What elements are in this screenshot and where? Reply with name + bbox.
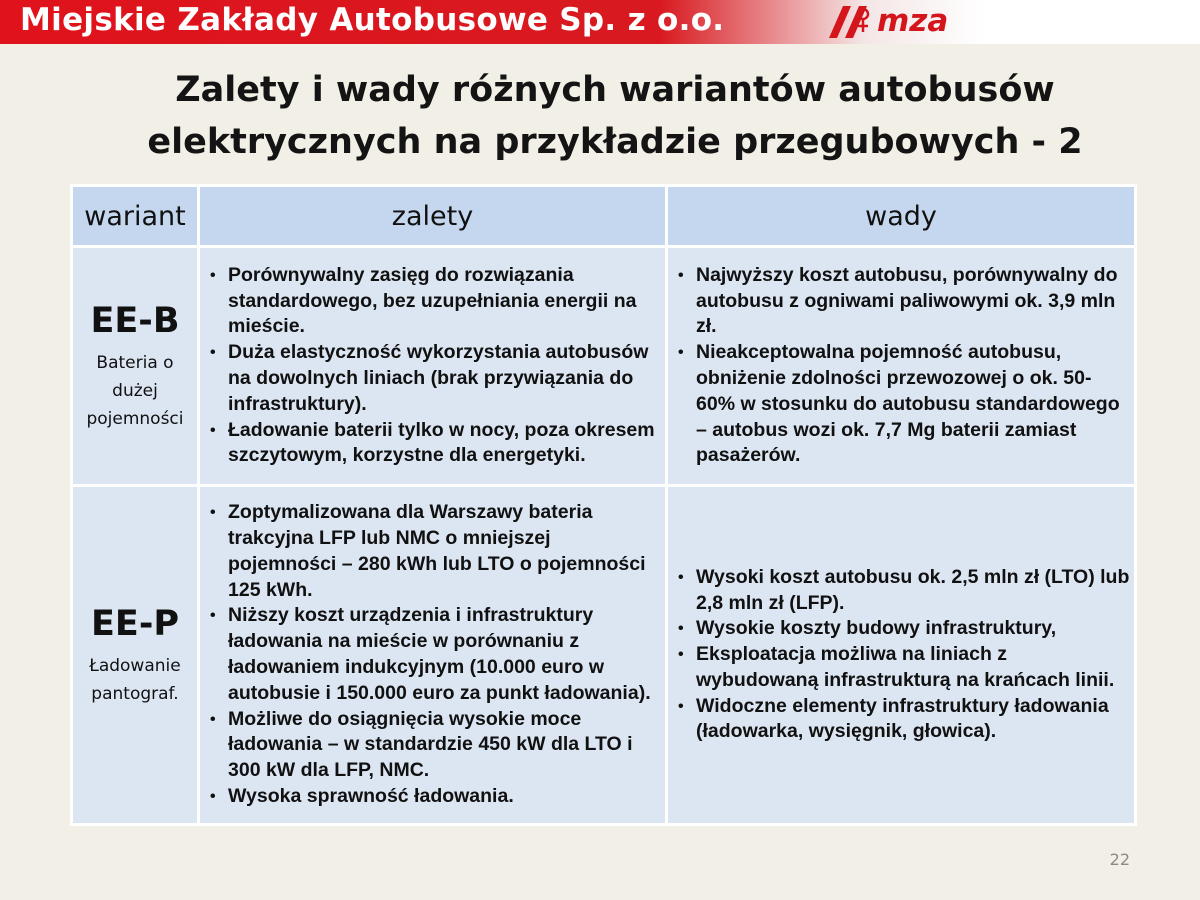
- header-variant: wariant: [73, 187, 197, 245]
- pros-list: [200, 500, 665, 810]
- cons-cell-ee-p: [668, 487, 1134, 823]
- list-item: [210, 707, 661, 784]
- list-item: [210, 418, 661, 470]
- cons-cell-ee-b: [668, 248, 1134, 484]
- con-text: Widoczne elementy infrastruktury ładowania (ładowarka, wysięgnik, głowica).: [696, 694, 1109, 743]
- table-row-ee-b: [73, 248, 1134, 484]
- pro-text: Wysoka sprawność ładowania.: [228, 784, 514, 807]
- bullet-icon: •: [678, 568, 684, 586]
- variant-description: Ładowanie pantograf.: [89, 656, 181, 704]
- bullet-icon: •: [678, 646, 684, 664]
- con-text: Nieakceptowalna pojemność autobusu, obniżenie zdolności przewozowej o ok. 50-60% w stosunku do autobusu standardowego – autobus wozi ok. 7,7 Mg baterii zamiast pasażerów.: [696, 341, 1120, 467]
- list-item: [678, 565, 1130, 617]
- con-text: Najwyższy koszt autobusu, porównywalny do autobusu z ogniwami paliwowymi ok. 3,9 mln zł.: [696, 263, 1118, 338]
- cons-list: [668, 565, 1134, 746]
- list-item: [210, 603, 661, 706]
- con-text: Eksploatacja możliwa na liniach z wybudowaną infrastrukturą na krańcach linii.: [696, 643, 1115, 691]
- pro-text: Duża elastyczność wykorzystania autobusów na dowolnych liniach (brak przywiązania do infrastruktury).: [228, 341, 649, 415]
- header-pros: zalety: [200, 187, 665, 245]
- company-name: Miejskie Zakłady Autobusowe Sp. z o.o.: [20, 2, 725, 38]
- page-title: [100, 64, 1130, 168]
- bullet-icon: •: [678, 266, 684, 284]
- list-item: [678, 642, 1130, 694]
- pro-text: Możliwe do osiągnięcia wysokie moce ładowania – w standardzie 450 kW dla LTO i 300 kW dla LFP, NMC.: [228, 707, 633, 782]
- bullet-icon: •: [210, 344, 216, 362]
- list-item: [210, 500, 661, 603]
- list-item: [678, 340, 1130, 469]
- logo-emblem-icon: [825, 2, 885, 42]
- pro-text: Niższy koszt urządzenia i infrastruktury ładowania na mieście w porównaniu z ładowaniem indukcyjnym (10.000 euro w autobusie i 150.000 euro za punkt ładowania).: [228, 604, 651, 704]
- con-text: Wysoki koszt autobusu ok. 2,5 mln zł (LTO) lub 2,8 mln zł (LFP).: [696, 565, 1130, 614]
- variant-description: Bateria o dużej pojemności: [86, 353, 184, 429]
- list-item: [678, 263, 1130, 340]
- table-header-row: [73, 187, 1134, 245]
- pro-text: Zoptymalizowana dla Warszawy bateria trakcyjna LFP lub NMC o mniejszej pojemności – 280 kWh lub LTO o pojemności 125 kWh.: [228, 501, 646, 601]
- mza-logo: [825, 2, 955, 42]
- variant-code: EE-B: [90, 301, 180, 341]
- header-banner: [0, 0, 1200, 44]
- pros-cell-ee-b: [200, 248, 665, 484]
- variant-cell-ee-p: [73, 487, 197, 823]
- list-item: [210, 263, 661, 340]
- page-number: 22: [1109, 850, 1130, 869]
- bullet-icon: •: [210, 504, 216, 522]
- bullet-icon: •: [678, 697, 684, 715]
- con-text: Wysokie koszty budowy infrastruktury,: [696, 617, 1057, 640]
- comparison-table: [70, 184, 1137, 826]
- pros-cell-ee-p: [200, 487, 665, 823]
- header-cons: wady: [668, 187, 1134, 245]
- pros-list: [200, 263, 665, 469]
- bullet-icon: •: [210, 266, 216, 284]
- list-item: [210, 340, 661, 417]
- list-item: [678, 694, 1130, 746]
- bullet-icon: •: [210, 787, 216, 805]
- bullet-icon: •: [210, 421, 216, 439]
- logo-text: mza: [877, 3, 949, 39]
- cons-list: [668, 263, 1134, 469]
- variant-code: EE-P: [91, 604, 179, 644]
- bullet-icon: •: [210, 607, 216, 625]
- pro-text: Porównywalny zasięg do rozwiązania standardowego, bez uzupełniania energii na mieście.: [228, 263, 637, 338]
- bullet-icon: •: [678, 344, 684, 362]
- bullet-icon: •: [210, 710, 216, 728]
- variant-cell-ee-b: [73, 248, 197, 484]
- bullet-icon: •: [678, 620, 684, 638]
- page-title-line-1: Zalety i wady różnych wariantów autobusów: [175, 70, 1055, 110]
- pro-text: Ładowanie baterii tylko w nocy, poza okresem szczytowym, korzystne dla energetyki.: [228, 418, 655, 467]
- list-item: [678, 616, 1130, 642]
- list-item: [210, 784, 661, 810]
- table-row-ee-p: [73, 487, 1134, 823]
- page-title-line-2: elektrycznych na przykładzie przegubowych - 2: [147, 122, 1083, 162]
